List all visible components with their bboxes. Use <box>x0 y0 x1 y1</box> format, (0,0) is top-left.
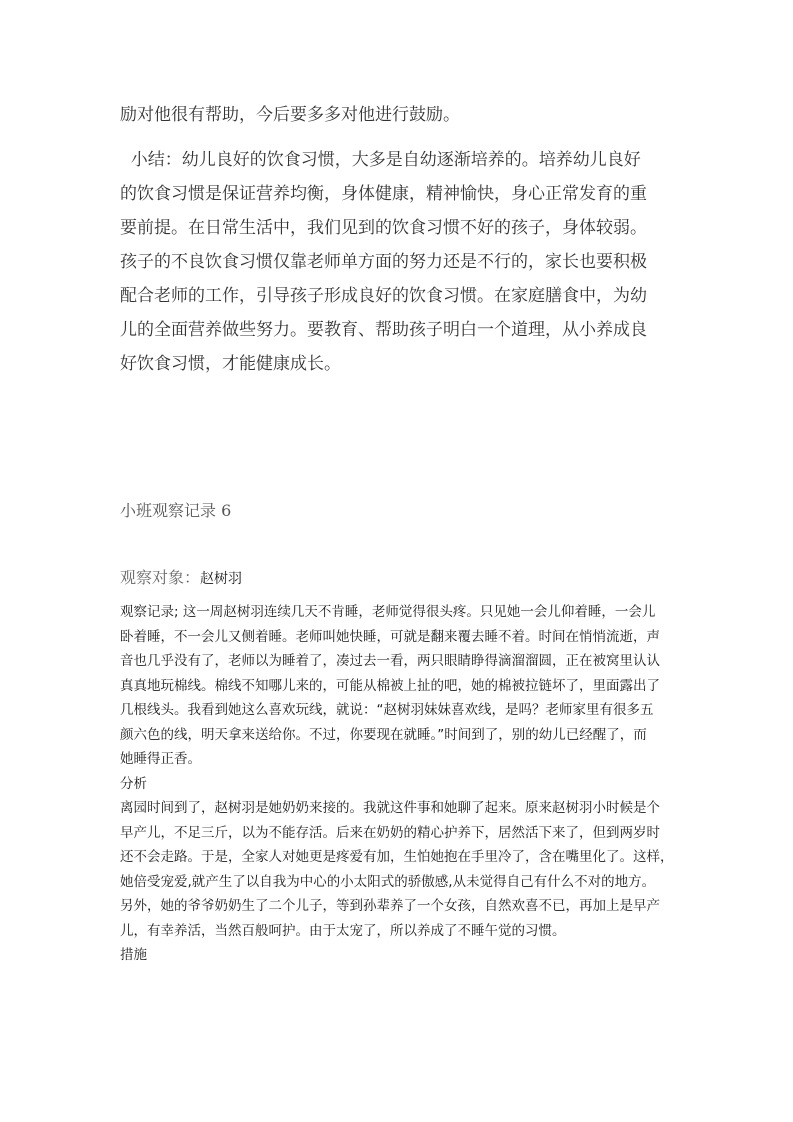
analysis-heading: 分析 <box>120 775 147 792</box>
paragraph-line: 孩子的不良饮食习惯仅靠老师单方面的努力还是不行的，家长也要积极 <box>120 252 647 272</box>
summary-paragraph <box>120 143 680 381</box>
observation-record <box>120 600 680 968</box>
paragraph-line: 儿的全面营养做些努力。要教育、帮助孩子明白一个道理，从小养成良 <box>120 320 647 340</box>
analysis-line: 还不会走路。于是，全家人对她更是疼爱有加，生怕她抱在手里冷了，含在嘴里化了。这样， <box>120 849 674 865</box>
paragraph-line: 要前提。在日常生活中，我们见到的饮食习惯不好的孩子，身体较弱。 <box>120 218 647 238</box>
record-line: 音也几乎没有了，老师以为睡着了，凑过去一看，两只眼睛睁得滴溜溜圆，正在被窝里认认 <box>120 653 660 669</box>
record-line: 颜六色的线，明天拿来送给你。不过，你要现在就睡。”时间到了，别的幼儿已经醒了，而 <box>120 726 647 743</box>
analysis-line: 另外，她的爷爷奶奶生了二个儿子，等到孙辈养了一个女孩，自然欢喜不已，再加上是早产 <box>120 898 660 914</box>
paragraph-line: 好饮食习惯，才能健康成长。 <box>120 354 341 374</box>
section-title: 小班观察记录 6 <box>120 501 232 520</box>
analysis-line: 离园时间到了，赵树羽是她奶奶来接的。我就这件事和她聊了起来。原来赵树羽小时候是个 <box>120 800 660 816</box>
paragraph-line: 励对他很有帮助，今后要多多对他进行鼓励。 <box>120 105 460 125</box>
record-line: 卧着睡，不一会儿又侧着睡。老师叫她快睡，可就是翻来覆去睡不着。时间在悄悄流逝，声 <box>120 628 660 645</box>
measures-heading: 措施 <box>120 947 147 963</box>
observation-target-label: 观察对象： <box>120 568 201 587</box>
record-line: 观察记录; 这一周赵树羽连续几天不肯睡，老师觉得很头疼。只见她一会儿仰着睡，一会儿 <box>120 604 656 620</box>
record-line: 她睡得正香。 <box>120 751 201 767</box>
record-line: 真真地玩棉线。棉线不知哪儿来的，可能从棉被上扯的吧，她的棉被拉链坏了，里面露出了 <box>120 677 660 694</box>
paragraph-line: 小结：幼儿良好的饮食习惯，大多是自幼逐渐培养的。培养幼儿良好 <box>120 150 641 170</box>
analysis-line: 早产儿，不足三斤，以为不能存活。后来在奶奶的精心护养下，居然活下来了，但到两岁时 <box>120 824 660 841</box>
observation-target <box>120 565 242 588</box>
observation-target-name: 赵树羽 <box>200 571 243 587</box>
paragraph-top <box>120 98 680 132</box>
analysis-line: 她倍受宠爱,就产生了以自我为中心的小太阳式的骄傲感,从未觉得自己有什么不对的地方。 <box>120 873 656 890</box>
paragraph-line: 配合老师的工作，引导孩子形成良好的饮食习惯。在家庭膳食中，为幼 <box>120 286 647 306</box>
record-line: 几根线头。我看到她这么喜欢玩线，就说：“赵树羽妹妹喜欢线，是吗？老师家里有很多五 <box>120 702 654 718</box>
analysis-line: 儿，有幸养活，当然百般呵护。由于太宠了，所以养成了不睡午觉的习惯。 <box>120 922 566 939</box>
paragraph-line: 的饮食习惯是保证营养均衡，身体健康，精神愉快，身心正常发育的重 <box>120 184 647 204</box>
